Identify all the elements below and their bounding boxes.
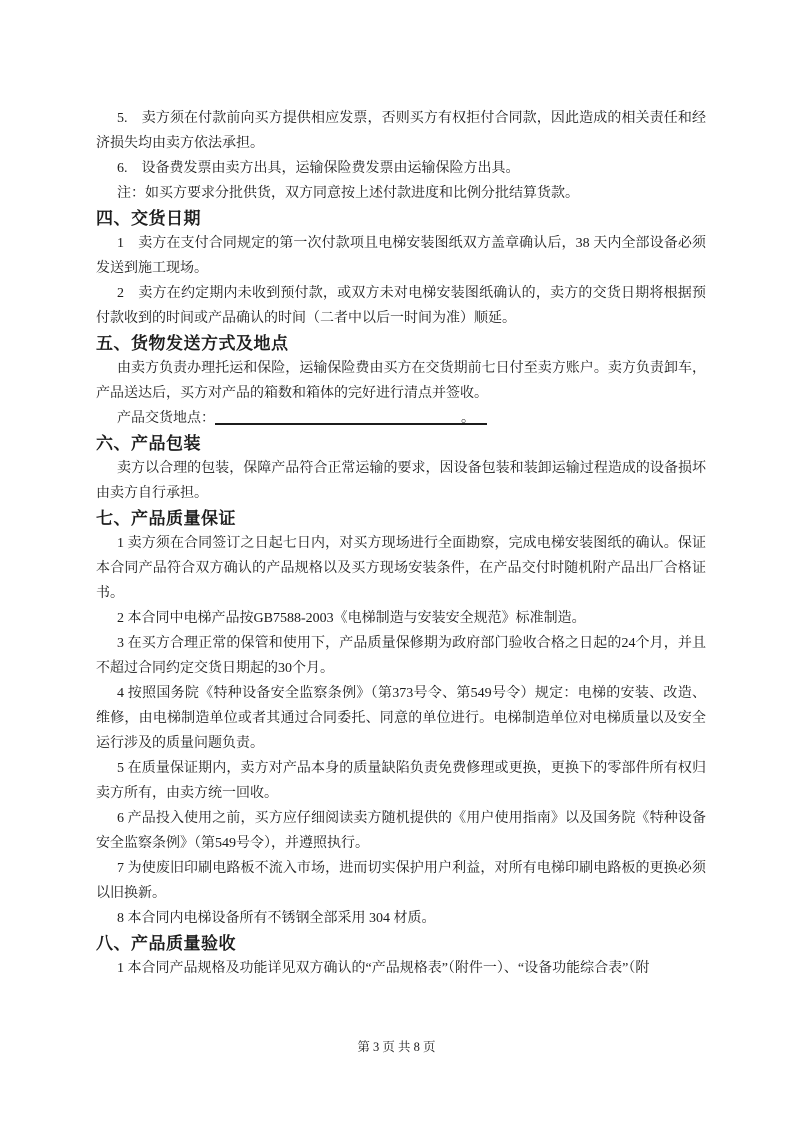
clause-quality-6: 6 产品投入使用之前，买方应仔细阅读卖方随机提供的《用户使用指南》以及国务院《特种设备安全监察条例》（第549号令），并遵照执行。 (96, 811, 706, 851)
clause-quality-7: 7 为使废旧印刷电路板不流入市场，进而切实保护用户利益，对所有电梯印刷电路板的更换必须以旧换新。 (96, 861, 706, 901)
clause-acceptance-1: 1 本合同产品规格及功能详见双方确认的“产品规格表”（附件一）、“设备功能综合表”（附 (117, 961, 650, 976)
delivery-location-blank-underline (215, 406, 487, 425)
clause-quality-8: 8 本合同内电梯设备所有不锈钢全部采用 304 材质。 (117, 911, 436, 926)
clause-quality-5: 5 在质量保证期内，卖方对产品本身的质量缺陷负责免费修理或更换，更换下的零部件所有权归卖方所有，由卖方统一回收。 (96, 761, 706, 801)
clause-packaging: 卖方以合理的包装，保障产品符合正常运输的要求，因设备包装和装卸运输过程造成的设备损坏由卖方自行承担。 (96, 461, 706, 501)
document-body (96, 106, 706, 981)
delivery-location-line (96, 406, 706, 431)
heading-section-4-delivery-date: 四、交货日期 (96, 209, 201, 228)
heading-section-8-quality-acceptance: 八、产品质量验收 (96, 934, 236, 953)
clause-quality-1: 1 卖方须在合同签订之日起七日内，对买方现场进行全面勘察，完成电梯安装图纸的确认。保证本合同产品符合双方确认的产品规格以及买方现场安装条件，在产品交付时随机附产品出厂合格证书。 (96, 536, 706, 601)
clause-invoice-5: 5. 卖方须在付款前向买方提供相应发票，否则买方有权拒付合同款，因此造成的相关责任和经济损失均由卖方依法承担。 (96, 111, 706, 151)
clause-payment-note: 注：如买方要求分批供货，双方同意按上述付款进度和比例分批结算货款。 (117, 186, 579, 201)
clause-quality-3: 3 在买方合理正常的保管和使用下，产品质量保修期为政府部门验收合格之日起的24个月，并且不超过合同约定交货日期起的30个月。 (96, 636, 706, 676)
heading-section-7-quality-assurance: 七、产品质量保证 (96, 509, 236, 528)
clause-shipping: 由卖方负责办理托运和保险，运输保险费由买方在交货期前七日付至卖方账户。卖方负责卸车，产品送达后，买方对产品的箱数和箱体的完好进行清点并签收。 (96, 361, 706, 401)
heading-section-5-shipping: 五、货物发送方式及地点 (96, 334, 289, 353)
clause-invoice-6: 6. 设备费发票由卖方出具，运输保险费发票由运输保险方出具。 (117, 161, 520, 176)
heading-section-6-packaging: 六、产品包装 (96, 434, 201, 453)
period-mark: 。 (461, 411, 475, 426)
clause-delivery-2: 2 卖方在约定期内未收到预付款，或双方未对电梯安装图纸确认的，卖方的交货日期将根据预付款收到的时间或产品确认的时间（二者中以后一时间为准）顺延。 (96, 286, 706, 326)
delivery-location-label: 产品交货地点： (117, 411, 215, 426)
clause-quality-2: 2 本合同中电梯产品按GB7588-2003《电梯制造与安装安全规范》标准制造。 (117, 611, 586, 626)
clause-quality-4: 4 按照国务院《特种设备安全监察条例》（第373号令、第549号令）规定：电梯的安装、改造、维修，由电梯制造单位或者其通过合同委托、同意的单位进行。电梯制造单位对电梯质量以及安全运行涉及的质量问题负责。 (96, 686, 706, 751)
clause-delivery-1: 1 卖方在支付合同规定的第一次付款项且电梯安装图纸双方盖章确认后，38 天内全部设备必须发送到施工现场。 (96, 236, 706, 276)
page-number-footer: 第 3 页 共 8 页 (357, 1040, 436, 1054)
